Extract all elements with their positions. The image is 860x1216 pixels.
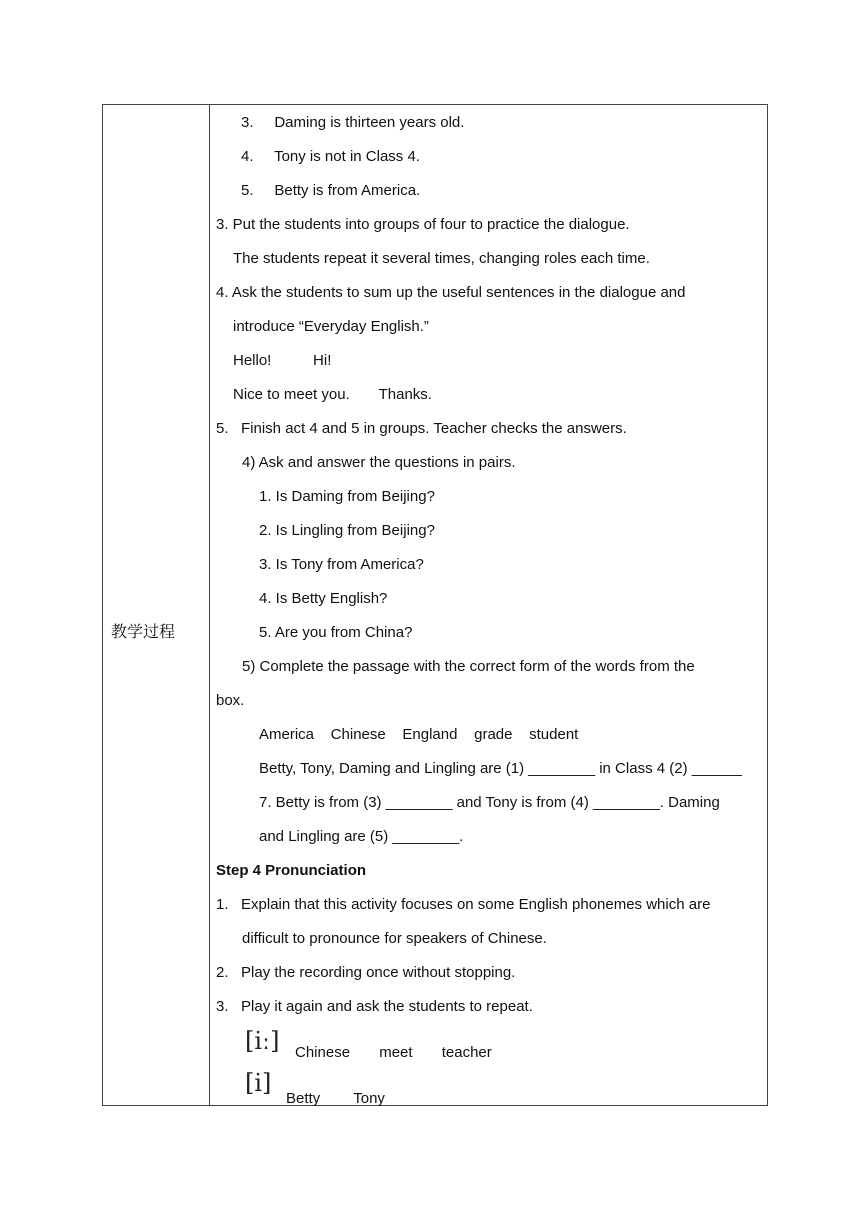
text-line: introduce “Everyday English.” (233, 318, 429, 335)
word-box: America Chinese England grade student (259, 726, 579, 743)
text-line: 3. Daming is thirteen years old. (241, 114, 465, 131)
text-line: 2. Play the recording once without stopping. (216, 964, 516, 981)
text-line: 7. Betty is from (3) ________ and Tony is from (4) ________. Daming (259, 794, 720, 811)
text-line: 3. Play it again and ask the students to repeat. (216, 998, 533, 1015)
text-line: 1. Is Daming from Beijing? (259, 488, 435, 505)
text-line: Hello! Hi! (233, 352, 332, 369)
text-line: 5. Are you from China? (259, 624, 413, 641)
text-line: 5. Finish act 4 and 5 in groups. Teacher checks the answers. (216, 420, 627, 437)
text-line: Nice to meet you. Thanks. (233, 386, 432, 403)
phoneme-symbol-short-i: [i] (245, 1069, 272, 1097)
text-line: 3. Is Tony from America? (259, 556, 424, 573)
text-line: 4. Tony is not in Class 4. (241, 148, 420, 165)
text-line: The students repeat it several times, changing roles each time. (233, 250, 650, 267)
lesson-table (102, 104, 768, 1106)
phoneme-symbol-long-i: [iː] (245, 1027, 280, 1055)
text-line: 4. Is Betty English? (259, 590, 388, 607)
text-line: 4. Ask the students to sum up the useful sentences in the dialogue and (216, 284, 686, 301)
text-line: 5. Betty is from America. (241, 182, 421, 199)
text-line: 1. Explain that this activity focuses on some English phonemes which are (216, 896, 711, 913)
text-line: Betty, Tony, Daming and Lingling are (1) ________ in Class 4 (2) ______ (259, 760, 742, 777)
text-line: 3. Put the students into groups of four to practice the dialogue. (216, 216, 630, 233)
section-heading: Step 4 Pronunciation (216, 862, 367, 879)
phoneme-words: Betty Tony (286, 1090, 385, 1107)
text-line: difficult to pronounce for speakers of Chinese. (242, 930, 547, 947)
text-line: box. (216, 692, 245, 709)
text-line: and Lingling are (5) ________. (259, 828, 464, 845)
row-label: 教学过程 (111, 624, 176, 641)
text-line: 5) Complete the passage with the correct form of the words from the (242, 658, 695, 675)
text-line: 2. Is Lingling from Beijing? (259, 522, 435, 539)
column-divider (209, 105, 210, 1105)
text-line: 4) Ask and answer the questions in pairs. (242, 454, 516, 471)
phoneme-words: Chinese meet teacher (295, 1044, 492, 1061)
